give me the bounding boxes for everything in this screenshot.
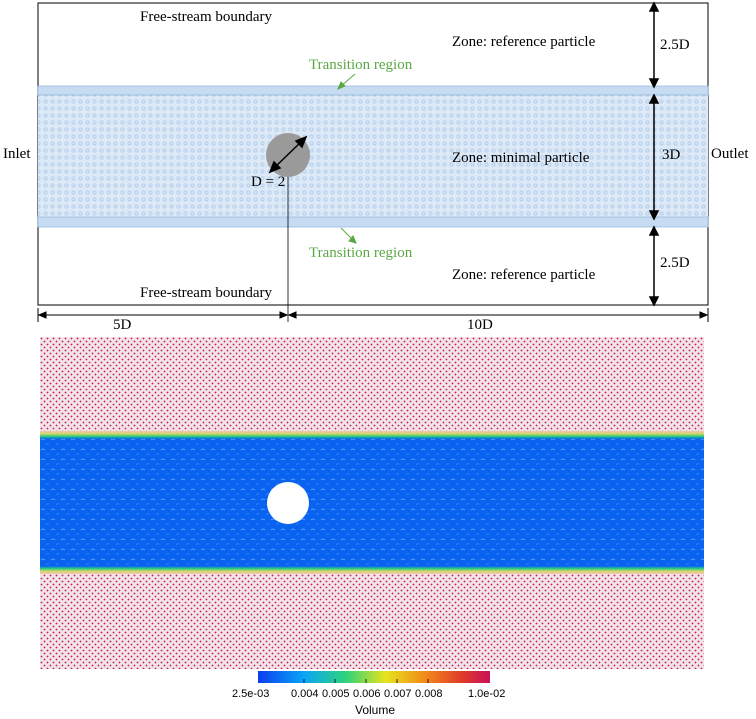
colorbar bbox=[258, 671, 490, 685]
colorbar-tick-3: 0.007 bbox=[384, 688, 412, 700]
particle-volume-field bbox=[40, 337, 704, 669]
zone-reference-label-top: Zone: reference particle bbox=[452, 34, 596, 50]
dimension-label-bottom: 2.5D bbox=[660, 255, 690, 271]
inlet-label: Inlet bbox=[3, 146, 31, 162]
dimension-label-upstream: 5D bbox=[113, 317, 132, 333]
colorbar-min-label: 2.5e-03 bbox=[232, 688, 270, 700]
interface-band-top bbox=[40, 431, 704, 439]
dimension-label-top: 2.5D bbox=[660, 37, 690, 53]
diameter-label: D = 2 bbox=[251, 174, 286, 190]
interface-band-bottom bbox=[40, 566, 704, 574]
zone-reference-label-bottom: Zone: reference particle bbox=[452, 267, 596, 283]
dimension-label-middle: 3D bbox=[662, 147, 681, 163]
colorbar-tick-1: 0.005 bbox=[322, 688, 350, 700]
dimension-label-downstream: 10D bbox=[467, 317, 493, 333]
horizontal-dimensions bbox=[38, 308, 708, 322]
free-stream-label-top: Free-stream boundary bbox=[140, 9, 273, 25]
coarse-zone-top bbox=[40, 337, 704, 433]
outlet-label: Outlet bbox=[711, 146, 749, 162]
colorbar-tick-2: 0.006 bbox=[353, 688, 381, 700]
free-stream-label-bottom: Free-stream boundary bbox=[140, 285, 273, 301]
transition-label-top: Transition region bbox=[309, 57, 413, 73]
fine-zone bbox=[40, 439, 704, 566]
coarse-zone-bottom bbox=[40, 574, 704, 669]
cylinder-void bbox=[267, 482, 309, 524]
colorbar-tick-4: 0.008 bbox=[415, 688, 443, 700]
colorbar-title: Volume bbox=[355, 703, 396, 717]
zone-minimal-label: Zone: minimal particle bbox=[452, 150, 590, 166]
transition-strip-bottom bbox=[38, 217, 708, 227]
colorbar-max-label: 1.0e-02 bbox=[468, 688, 506, 700]
transition-label-bottom: Transition region bbox=[309, 245, 413, 261]
minimal-particle-zone bbox=[38, 86, 708, 227]
transition-strip-top bbox=[38, 86, 708, 95]
domain-schematic bbox=[0, 0, 756, 330]
colorbar-tick-0: 0.004 bbox=[291, 688, 319, 700]
